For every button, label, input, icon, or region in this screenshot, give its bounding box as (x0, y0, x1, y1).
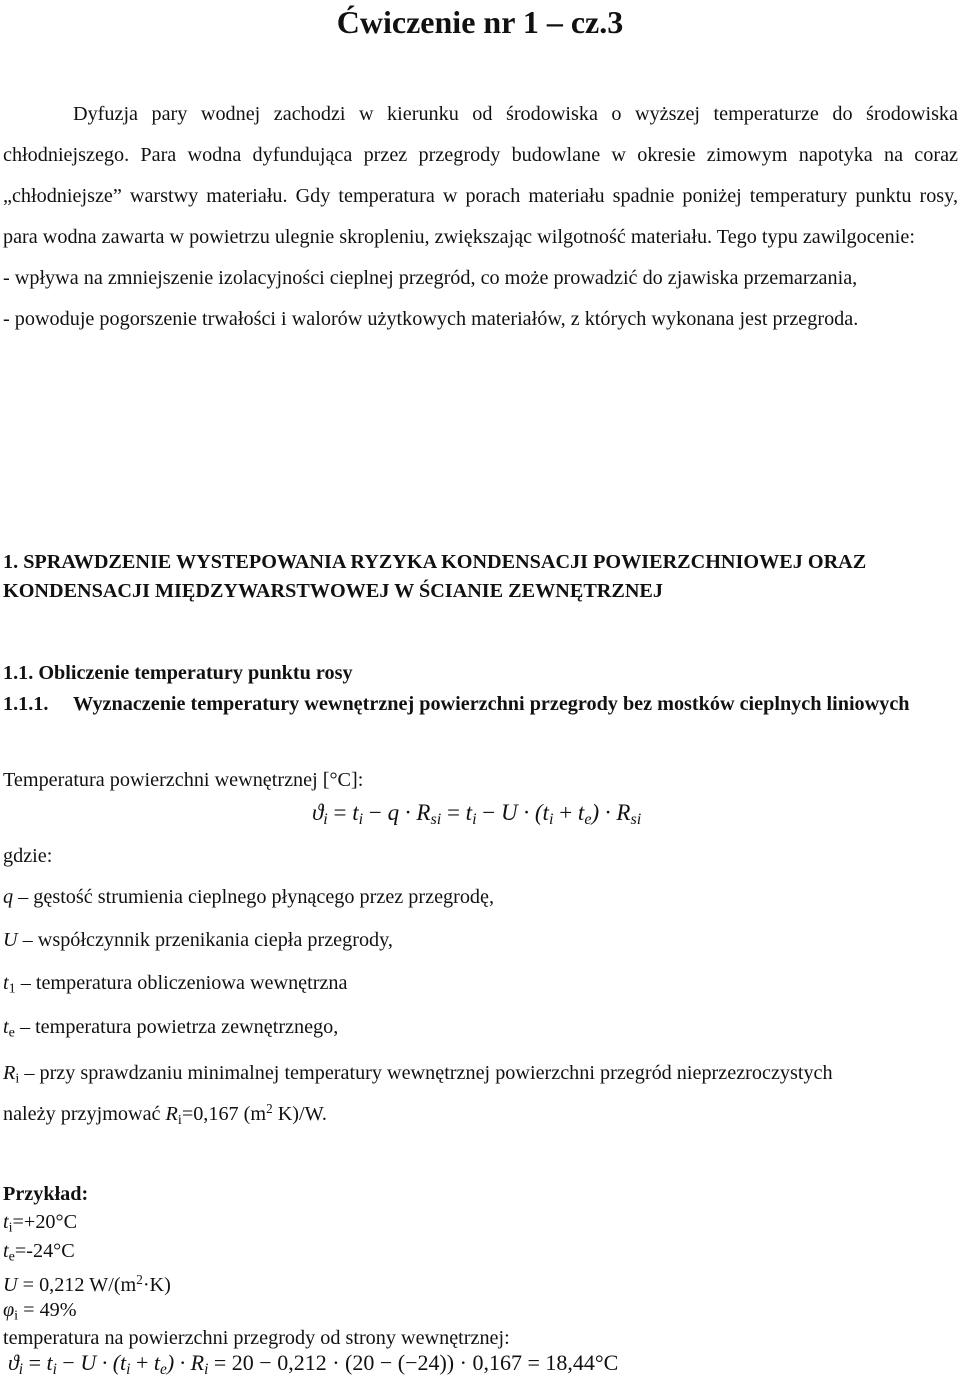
example-u: U = 0,212 $W/(m^2\cdot K)$ (3, 1272, 171, 1297)
example-te: $t_e=-24^\circ C$ (3, 1240, 75, 1265)
temp-label: Temperatura powierzchni wewnętrznej [°C]: (3, 769, 364, 791)
def-t1: $t_1$ – temperatura obliczeniowa wewnętrzna (3, 972, 348, 997)
section-heading-1: 1. SPRAWDZENIE WYSTEPOWANIA RYZYKA KONDENSACJI POWIERZCHNIOWEJ ORAZ KONDENSACJI MIĘDZYWARSTWOWEJ W ŚCIANIE ZEWNĘTRZNEJ (3, 551, 867, 602)
intro-p1-lead: Dyfuzja pary wodnej zachodzi w kierunku od środowiska o wyższej temperaturze do środowiska chłodniejszego. Para wodna dyfundująca przez przegrody budowlane w okresie zimowym napotyka na coraz (3, 103, 958, 166)
def-ri: $R_i$ – przy sprawdzaniu minimalnej temperatury wewnętrznej powierzchni przegród nieprzezroczystych (3, 1062, 833, 1087)
intro-bullet-1: - wpływa na zmniejszenie izolacyjności cieplnej przegród, co może prowadzić do zjawiska przemarzania, (3, 267, 858, 289)
example-phi: $\varphi_i = 49\%$ (3, 1299, 77, 1324)
formula-main: $ϑ_i = t_i - q \cdot R_{si} = t_i - U \cdot (t_i + t_e) \cdot R_{si}$ (312, 800, 642, 829)
def-ri-line2: należy przyjmować $R_i=0,167$ ($m^2$ K)/W. (3, 1101, 327, 1128)
def-u: U – współczynnik przenikania ciepła przegrody, (3, 929, 393, 951)
intro-p1-quote: „chłodniejsze” (3, 185, 122, 207)
intro-text (3, 94, 958, 340)
section-text: Wyznaczenie temperatury wewnętrznej powierzchni przegrody bez mostków cieplnych liniowych (73, 693, 910, 715)
page-title: Ćwiczenie nr 1 – cz.3 (336, 4, 624, 40)
gdzie-label: gdzie: (3, 845, 53, 867)
example-surface-label: temperatura na powierzchni przegrody od strony wewnętrznej: (3, 1327, 510, 1349)
section-number: 1.1.1. (3, 693, 49, 715)
def-q: q – gęstość strumienia cieplnego płynącego przez przegrodę, (3, 886, 495, 908)
formula-result: $ϑ_i = t_i - U \cdot (t_i + t_e) \cdot R_i = 20 - 0,212 \cdot (20 - (-24)) \cdot 0,167 = 18,44^\circ C$ (8, 1350, 619, 1378)
example-heading: Przykład: (3, 1183, 89, 1205)
section-heading-1-1-1 (3, 690, 958, 718)
section-heading-1-1: 1.1. Obliczenie temperatury punktu rosy (3, 662, 353, 684)
intro-p1-rest: warstwy materiału. Gdy temperatura w porach materiału spadnie poniżej temperatury punktu rosy, para wodna zawarta w powietrzu ulegnie skropleniu, zwiększając wilgotność materiału. Tego typu zawilgocenie: (3, 185, 958, 248)
intro-bullet-2: - powoduje pogorszenie trwałości i walorów użytkowych materiałów, z których wykonana jest przegroda. (3, 308, 859, 330)
example-ti: $t_i=+20^\circ C$ (3, 1211, 78, 1236)
def-te: $t_e$ – temperatura powietrza zewnętrznego, (3, 1016, 339, 1041)
